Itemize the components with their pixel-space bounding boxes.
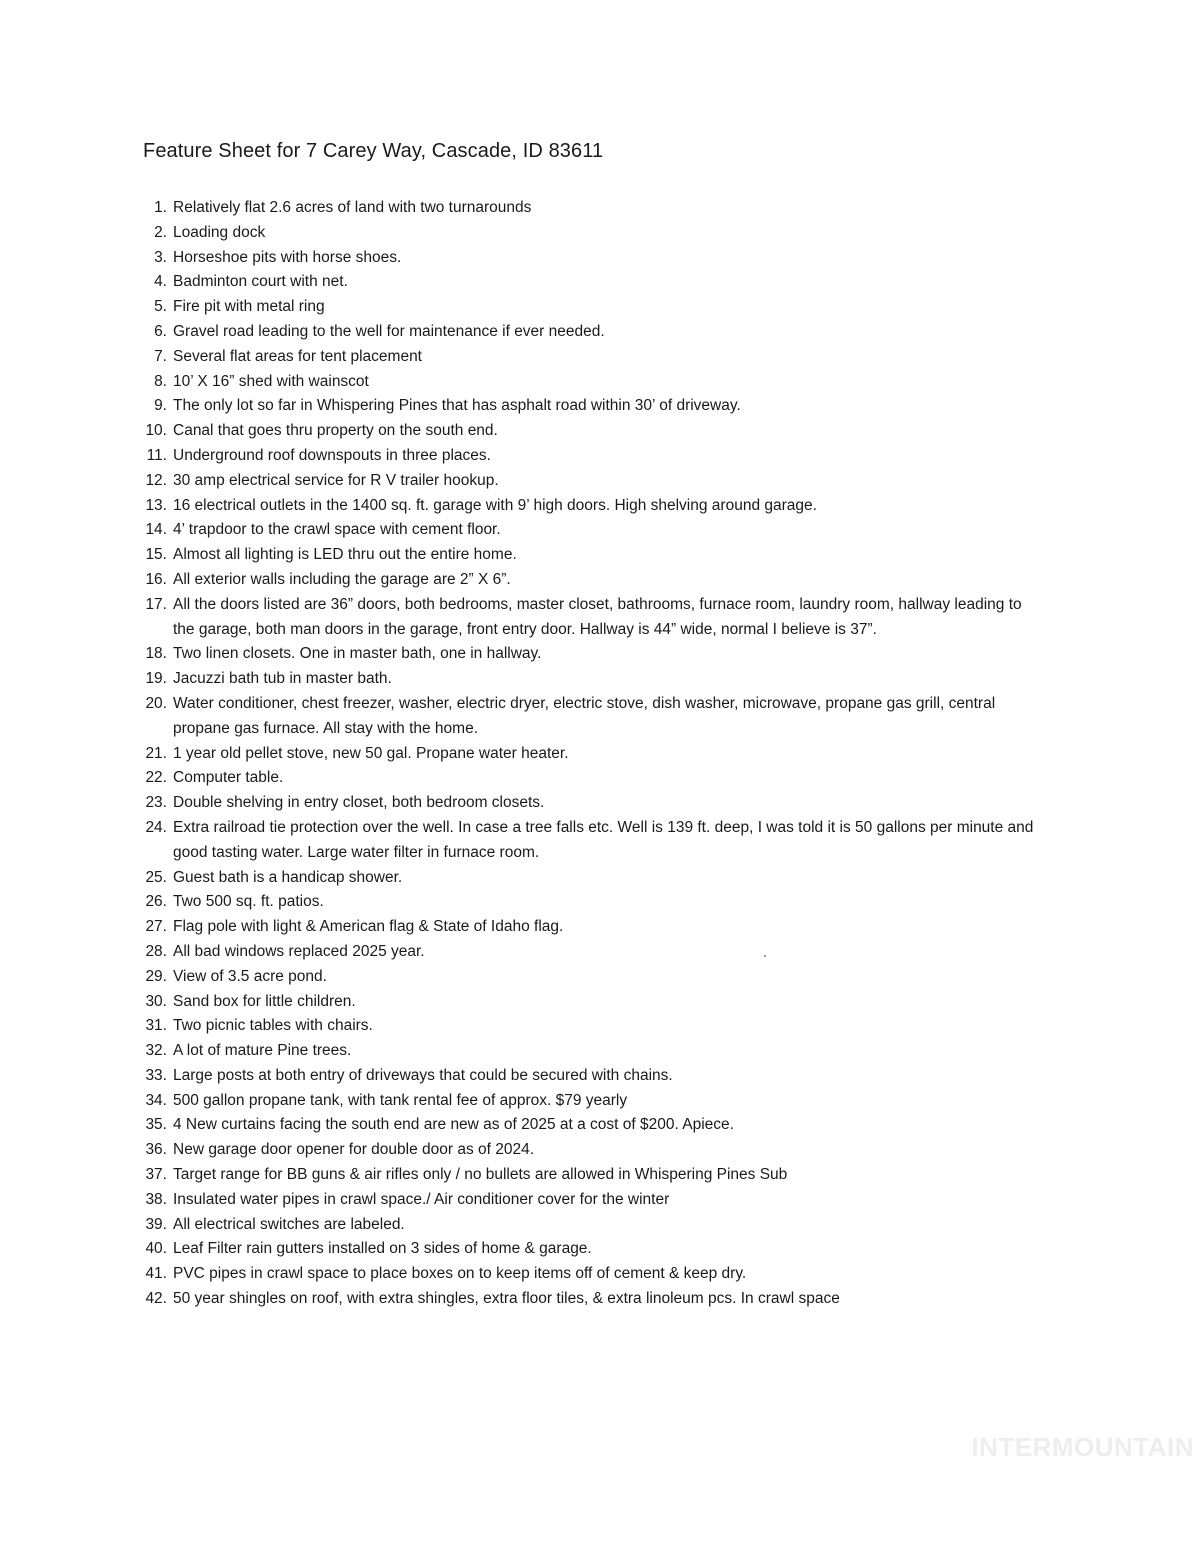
list-item-number: 35. (145, 1116, 167, 1134)
list-item-text: Insulated water pipes in crawl space./ Air conditioner cover for the winter (173, 1190, 670, 1208)
list-item-text: Relatively flat 2.6 acres of land with two turnarounds (173, 199, 532, 216)
list-item-number: 6. (154, 322, 167, 340)
list-item-number: 41. (145, 1265, 167, 1283)
list-item-text: 4 New curtains facing the south end are new as of 2025 at a cost of $200. Apiece. (173, 1116, 734, 1134)
list-item-number: 19. (145, 670, 167, 688)
list-item (135, 1188, 1035, 1213)
list-item (135, 1113, 1035, 1138)
list-item-text: All bad windows replaced 2025 year. (173, 942, 425, 960)
list-item (135, 1014, 1035, 1039)
list-item-number: 39. (145, 1215, 167, 1233)
list-item-text: 500 gallon propane tank, with tank rental fee of approx. $79 yearly (173, 1091, 628, 1109)
list-item-number: 38. (145, 1190, 167, 1208)
list-item (135, 667, 1035, 692)
list-item-number: 26. (145, 893, 167, 911)
list-item-number: 23. (145, 794, 167, 812)
list-item-text: Canal that goes thru property on the south end. (173, 422, 498, 440)
list-item (135, 766, 1035, 791)
list-item (135, 444, 1035, 469)
list-item-number: 20. (145, 694, 167, 712)
list-item-number: 28. (145, 942, 167, 960)
list-item-text: Fire pit with metal ring (173, 298, 325, 316)
list-item-number: 25. (145, 868, 167, 886)
list-item-text: Loading dock (173, 223, 266, 241)
list-item-number: 12. (145, 471, 167, 489)
list-item-number: 8. (154, 372, 167, 390)
list-item-number: 22. (145, 769, 167, 787)
list-item-number: 15. (145, 546, 167, 564)
list-item-number: 10. (145, 422, 167, 440)
list-item (135, 345, 1035, 370)
list-item (135, 469, 1035, 494)
list-item-text: All electrical switches are labeled. (173, 1215, 405, 1233)
list-item (135, 246, 1035, 271)
list-item-number: 33. (145, 1066, 167, 1084)
list-item-number: 16. (145, 570, 167, 588)
list-item-text: A lot of mature Pine trees. (173, 1042, 352, 1060)
list-item (135, 518, 1035, 543)
list-item-number: 4. (154, 273, 167, 291)
list-item-number: 34. (145, 1091, 167, 1109)
list-item-text: Almost all lighting is LED thru out the entire home. (173, 546, 517, 564)
list-item (135, 1064, 1035, 1089)
list-item-text: Badminton court with net. (173, 273, 348, 291)
list-item (135, 692, 1035, 742)
list-item-text: PVC pipes in crawl space to place boxes on to keep items off of cement & keep dry. (173, 1265, 747, 1283)
list-item-text: Jacuzzi bath tub in master bath. (173, 670, 392, 688)
list-item (135, 1262, 1035, 1287)
list-item (135, 915, 1035, 940)
list-item-number: 40. (145, 1240, 167, 1258)
list-item (135, 221, 1035, 246)
list-item (135, 642, 1035, 667)
list-item (135, 866, 1035, 891)
list-item-text: New garage door opener for double door as of 2024. (173, 1141, 535, 1159)
watermark-text: INTERMOUNTAIN (971, 1432, 1194, 1462)
list-item-number: 29. (145, 967, 167, 985)
list-item-number: 13. (145, 496, 167, 514)
list-item (135, 270, 1035, 295)
list-item-text: 10’ X 16” shed with wainscot (173, 372, 369, 390)
list-item-text: Leaf Filter rain gutters installed on 3 sides of home & garage. (173, 1240, 592, 1258)
list-item-number: 32. (145, 1042, 167, 1060)
list-item-number: 1. (154, 199, 167, 216)
list-item (135, 494, 1035, 519)
list-item-number: 14. (145, 521, 167, 539)
list-item-text: Large posts at both entry of driveways that could be secured with chains. (173, 1066, 673, 1084)
list-item-text: Gravel road leading to the well for maintenance if ever needed. (173, 322, 605, 340)
list-item-text: Water conditioner, chest freezer, washer, electric dryer, electric stove, dish washer, microwave, propane gas grill, central propane gas furnace. All stay with the home. (173, 694, 996, 737)
list-item-text: Sand box for little children. (173, 992, 356, 1010)
list-item-number: 17. (145, 595, 167, 613)
list-item-text: 4’ trapdoor to the crawl space with cement floor. (173, 521, 501, 539)
list-item (135, 320, 1035, 345)
list-item-text: Two picnic tables with chairs. (173, 1017, 373, 1035)
list-item (135, 295, 1035, 320)
list-item (135, 965, 1035, 990)
list-item (135, 196, 1035, 221)
list-item (135, 568, 1035, 593)
list-item (135, 791, 1035, 816)
list-item-text: The only lot so far in Whispering Pines that has asphalt road within 30’ of driveway. (173, 397, 741, 415)
list-item (135, 990, 1035, 1015)
list-item-number: 18. (145, 645, 167, 663)
list-item-number: 30. (145, 992, 167, 1010)
list-item-text: Flag pole with light & American flag & State of Idaho flag. (173, 918, 564, 936)
feature-list (135, 196, 1035, 1312)
list-item (135, 543, 1035, 568)
list-item-text: Two 500 sq. ft. patios. (173, 893, 324, 911)
list-item-number: 9. (154, 397, 167, 415)
list-item (135, 742, 1035, 767)
list-item-text: Computer table. (173, 769, 284, 787)
list-item-number: 24. (145, 818, 167, 836)
list-item (135, 816, 1035, 866)
list-item-number: 37. (145, 1166, 167, 1184)
list-item (135, 370, 1035, 395)
list-item (135, 419, 1035, 444)
list-item-text: Horseshoe pits with horse shoes. (173, 248, 402, 266)
list-item-text: 16 electrical outlets in the 1400 sq. ft. garage with 9’ high doors. High shelving around garage. (173, 496, 817, 514)
list-item-text: Underground roof downspouts in three places. (173, 446, 491, 464)
list-item (135, 940, 1035, 965)
list-item-number: 31. (145, 1017, 167, 1035)
list-item-number: 5. (154, 298, 167, 316)
list-item (135, 1237, 1035, 1262)
list-item-text: Target range for BB guns & air rifles only / no bullets are allowed in Whispering Pines Sub (173, 1166, 788, 1184)
list-item (135, 593, 1035, 643)
list-item-text: Several flat areas for tent placement (173, 347, 422, 365)
page-title: Feature Sheet for 7 Carey Way, Cascade, ID 83611 (143, 140, 604, 162)
list-item (135, 1287, 1035, 1312)
list-item-text: Guest bath is a handicap shower. (173, 868, 403, 886)
list-item-text: Extra railroad tie protection over the well. In case a tree falls etc. Well is 139 ft. deep, I was told it is 50 gallons per minute and good tasting water. Large water filter in furnace room. (173, 818, 1034, 861)
list-item-text: All exterior walls including the garage are 2” X 6”. (173, 570, 511, 588)
list-item-number: 2. (154, 223, 167, 241)
list-item-text: 1 year old pellet stove, new 50 gal. Propane water heater. (173, 744, 569, 762)
list-item-number: 42. (145, 1290, 167, 1308)
list-item (135, 394, 1035, 419)
list-item-number: 7. (154, 347, 167, 365)
list-item-number: 3. (154, 248, 167, 266)
list-item-number: 11. (146, 446, 167, 464)
list-item (135, 1138, 1035, 1163)
list-item (135, 1163, 1035, 1188)
list-item-text: 50 year shingles on roof, with extra shingles, extra floor tiles, & extra linoleum pcs. In crawl space (173, 1290, 840, 1308)
list-item (135, 890, 1035, 915)
list-item (135, 1213, 1035, 1238)
scan-speck (764, 955, 766, 957)
list-item-text: Double shelving in entry closet, both bedroom closets. (173, 794, 545, 812)
list-item-number: 21. (145, 744, 167, 762)
list-item-number: 27. (145, 918, 167, 936)
list-item-text: View of 3.5 acre pond. (173, 967, 327, 985)
list-item-text: 30 amp electrical service for R V trailer hookup. (173, 471, 499, 489)
list-item (135, 1089, 1035, 1114)
list-item-number: 36. (145, 1141, 167, 1159)
list-item-text: Two linen closets. One in master bath, one in hallway. (173, 645, 542, 663)
list-item (135, 1039, 1035, 1064)
list-item-text: All the doors listed are 36” doors, both bedrooms, master closet, bathrooms, furnace room, laundry room, hallway leading to the garage, both man doors in the garage, front entry door. Hallway is 44” wide, normal I believe is 37”. (173, 595, 1022, 638)
